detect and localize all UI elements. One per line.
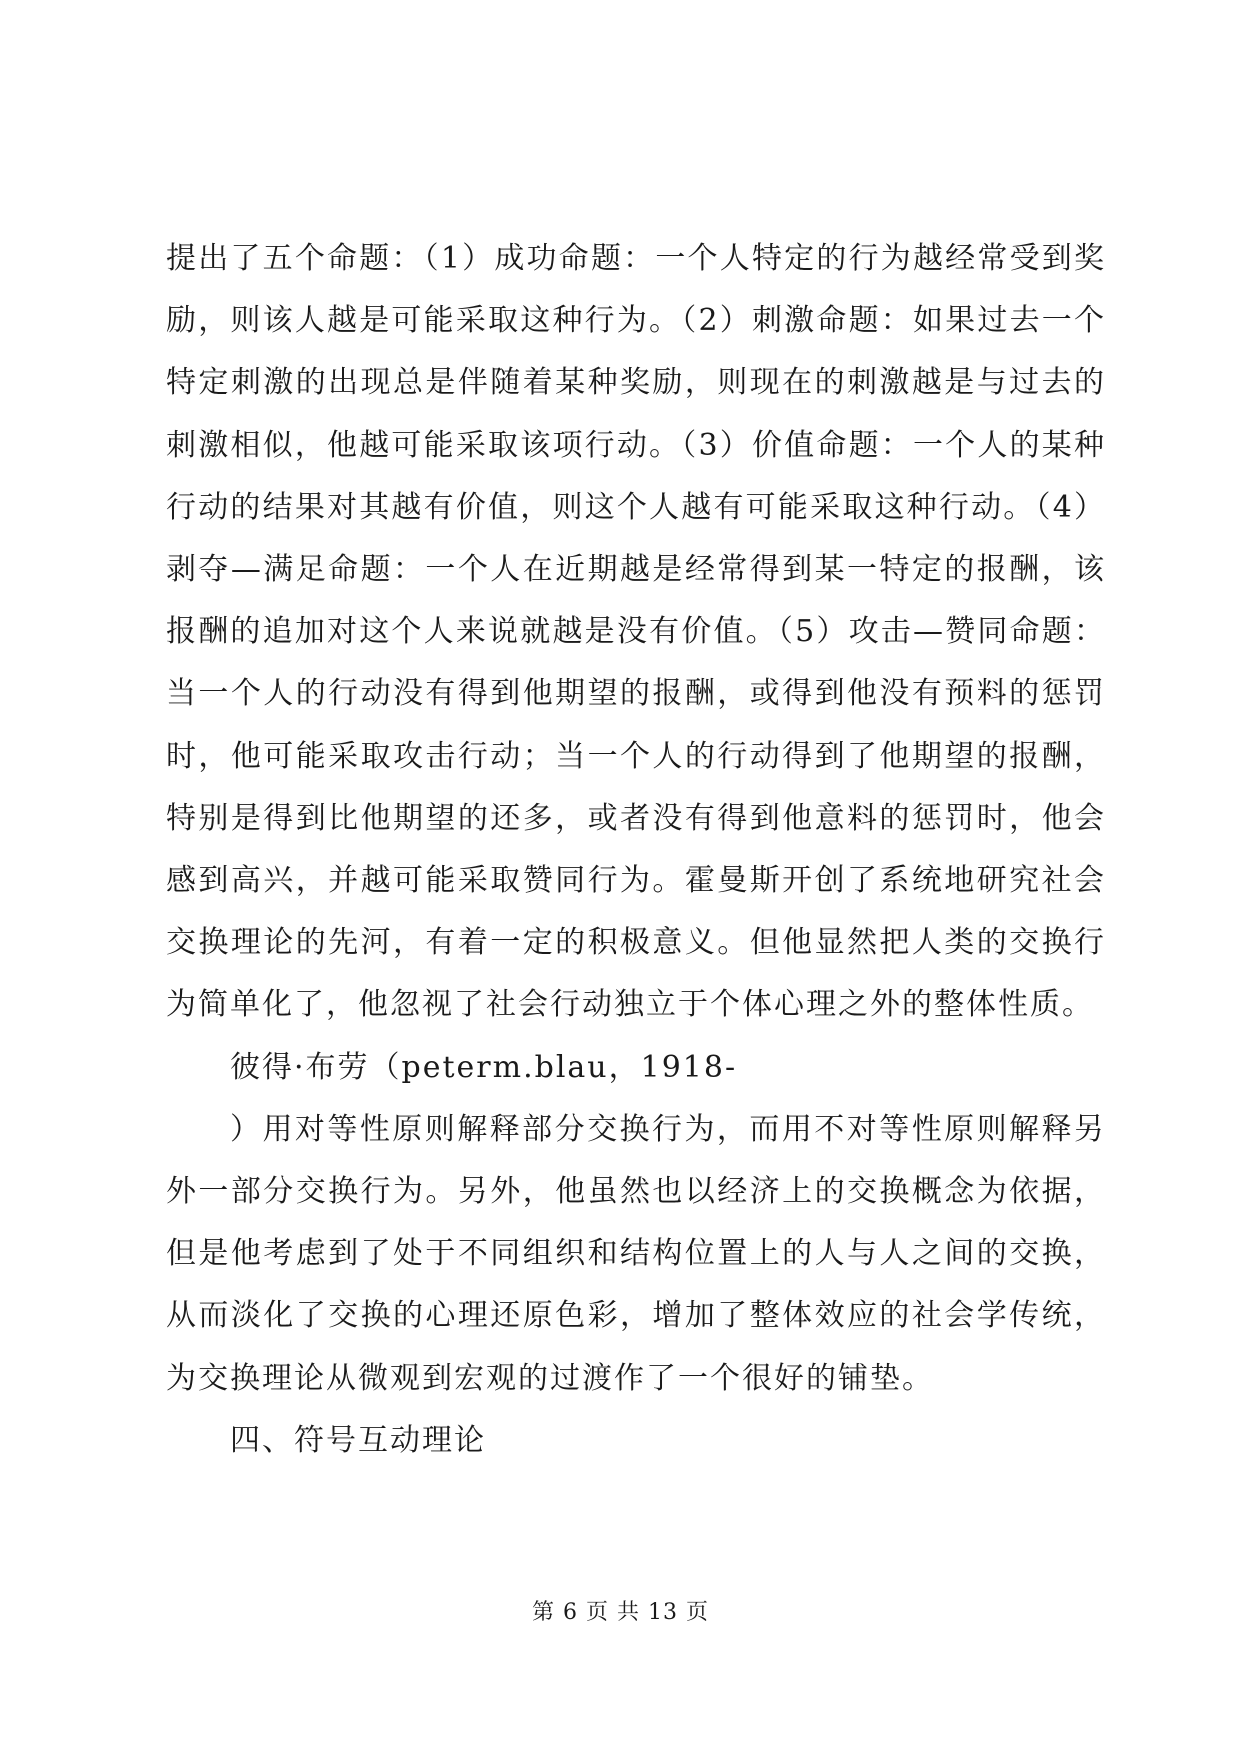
- section-heading-symbolic-interaction: 四、符号互动理论: [230, 1422, 486, 1458]
- paragraph-blau-heading: 彼得·布劳（peterm.blau，1918-: [230, 1049, 738, 1085]
- paragraph-homans-propositions: 提出了五个命题：（1）成功命题：一个人特定的行为越经常受到奖励，则该人越是可能采取这种行为。（2）刺激命题：如果过去一个特定刺激的出现总是伴随着某种奖励，则现在的刺激越是与过去的刺激相似，他越可能采取该项行动。（3）价值命题：一个人的某种行动的结果对其越有价值，则这个人越有可能采取这种行动。（4）剥夺—满足命题：一个人在近期越是经常得到某一特定的报酬，该报酬的追加对这个人来说就越是没有价值。（5）攻击—赞同命题：当一个人的行动没有得到他期望的报酬，或得到他没有预料的惩罚时，他可能采取攻击行动；当一个人的行动得到了他期望的报酬，特别是得到比他期望的还多，或者没有得到他意料的惩罚时，他会感到高兴，并越可能采取赞同行为。霍曼斯开创了系统地研究社会交换理论的先河，有着一定的积极意义。但他显然把人类的交换行为简单化了，他忽视了社会行动独立于个体心理之外的整体性质。: [166, 241, 1106, 1023]
- paragraph-blau-exchange: ）用对等性原则解释部分交换行为，而用不对等性原则解释另外一部分交换行为。另外，他虽然也以经济上的交换概念为依据，但是他考虑到了处于不同组织和结构位置上的人与人之间的交换，从而淡化了交换的心理还原色彩，增加了整体效应的社会学传统，为交换理论从微观到宏观的过渡作了一个很好的铺垫。: [166, 1111, 1106, 1396]
- page-body: [166, 228, 1106, 1472]
- page-number-footer: 第 6 页 共 13 页: [532, 1600, 709, 1625]
